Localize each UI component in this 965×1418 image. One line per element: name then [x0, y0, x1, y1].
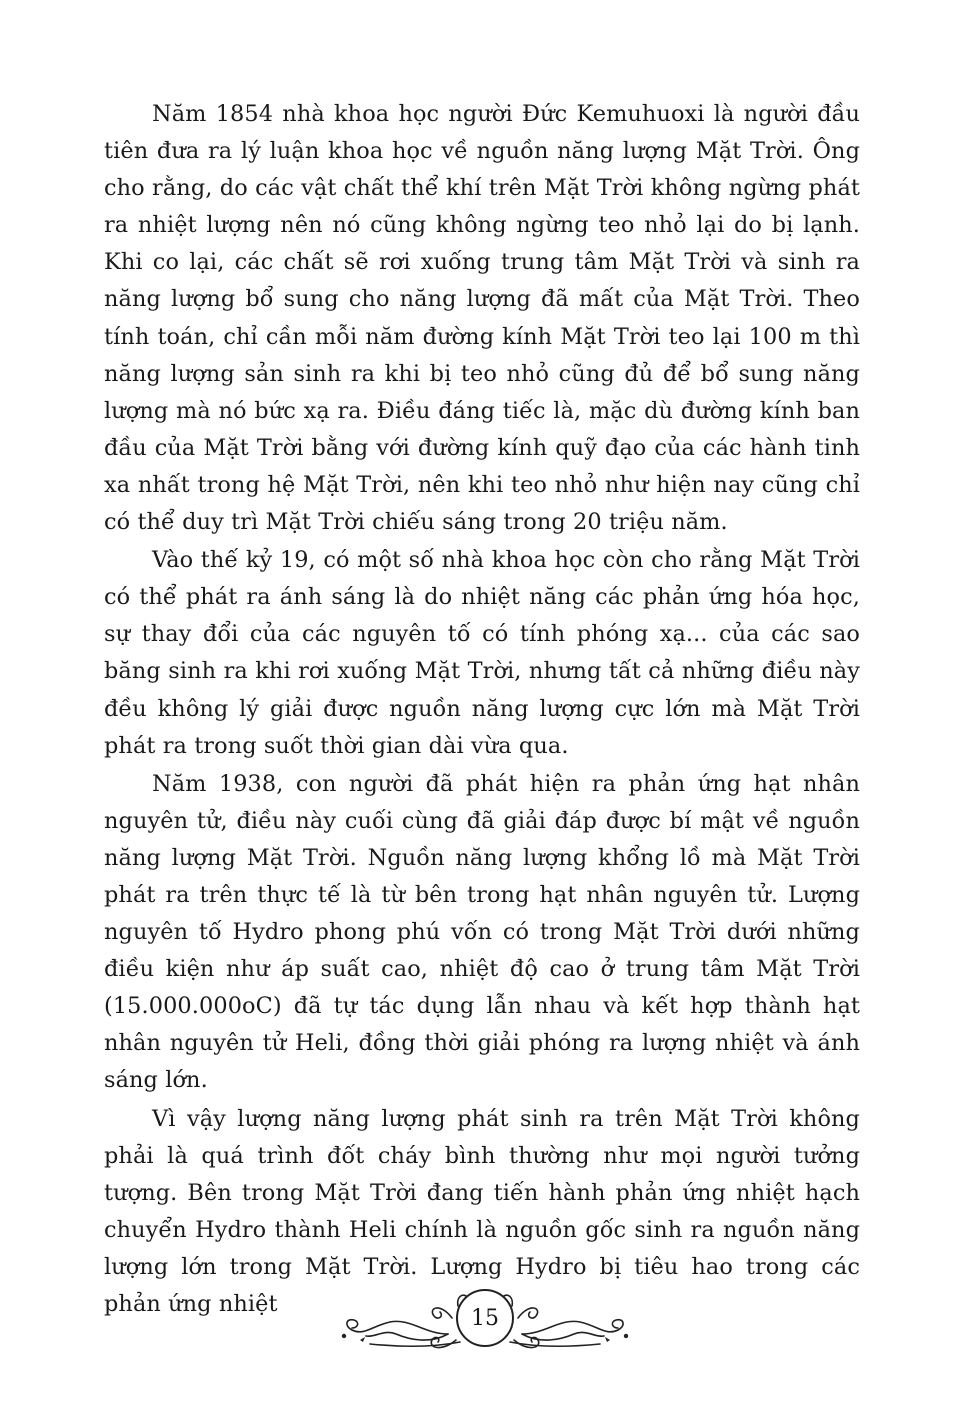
- paragraph-4: Vì vậy lượng năng lượng phát sinh ra trên Mặt Trời không phải là quá trình đốt cháy bình thường như mọi người tưởng tượng. Bên trong Mặt Trời đang tiến hành phản ứng nhiệt hạch chuyển Hydro thành Heli chính là nguồn gốc sinh ra nguồn năng lượng lớn trong Mặt Trời. Lượng Hydro bị tiêu hao trong các phản ứng nhiệt: [104, 1105, 860, 1317]
- page-number: 15: [471, 1305, 499, 1331]
- page-body: [104, 96, 860, 1324]
- paragraph-1: Năm 1854 nhà khoa học người Đức Kemuhuoxi là người đầu tiên đưa ra lý luận khoa học về nguồn năng lượng Mặt Trời. Ông cho rằng, do các vật chất thể khí trên Mặt Trời không ngừng phát ra nhiệt lượng nên nó cũng không ngừng teo nhỏ lại do bị lạnh. Khi co lại, các chất sẽ rơi xuống trung tâm Mặt Trời và sinh ra năng lượng bổ sung cho năng lượng đã mất của Mặt Trời. Theo tính toán, chỉ cần mỗi năm đường kính Mặt Trời teo lại 100 m thì năng lượng sản sinh ra khi bị teo nhỏ cũng đủ để bổ sung năng lượng mà nó bức xạ ra. Điều đáng tiếc là, mặc dù đường kính ban đầu của Mặt Trời bằng với đường kính quỹ đạo của các hành tinh xa nhất trong hệ Mặt Trời, nên khi teo nhỏ như hiện nay cũng chỉ có thể duy trì Mặt Trời chiếu sáng trong 20 triệu năm.: [104, 101, 860, 536]
- page-footer: [330, 1278, 640, 1360]
- paragraph-3: Năm 1938, con người đã phát hiện ra phản ứng hạt nhân nguyên tử, điều này cuối cùng đã giải đáp được bí mật về nguồn năng lượng Mặt Trời. Nguồn năng lượng khổng lồ mà Mặt Trời phát ra trên thực tế là từ bên trong hạt nhân nguyên tử. Lượng nguyên tố Hydro phong phú vốn có trong Mặt Trời dưới những điều kiện như áp suất cao, nhiệt độ cao ở trung tâm Mặt Trời (15.000.000oC) đã tự tác dụng lẫn nhau và kết hợp thành hạt nhân nguyên tử Heli, đồng thời giải phóng ra lượng nhiệt và ánh sáng lớn.: [104, 770, 860, 1094]
- paragraph-2: Vào thế kỷ 19, có một số nhà khoa học còn cho rằng Mặt Trời có thể phát ra ánh sáng là do nhiệt năng các phản ứng hóa học, sự thay đổi của các nguyên tố có tính phóng xạ... của các sao băng sinh ra khi rơi xuống Mặt Trời, nhưng tất cả những điều này đều không lý giải được nguồn năng lượng cực lớn mà Mặt Trời phát ra trong suốt thời gian dài vừa qua.: [104, 547, 860, 759]
